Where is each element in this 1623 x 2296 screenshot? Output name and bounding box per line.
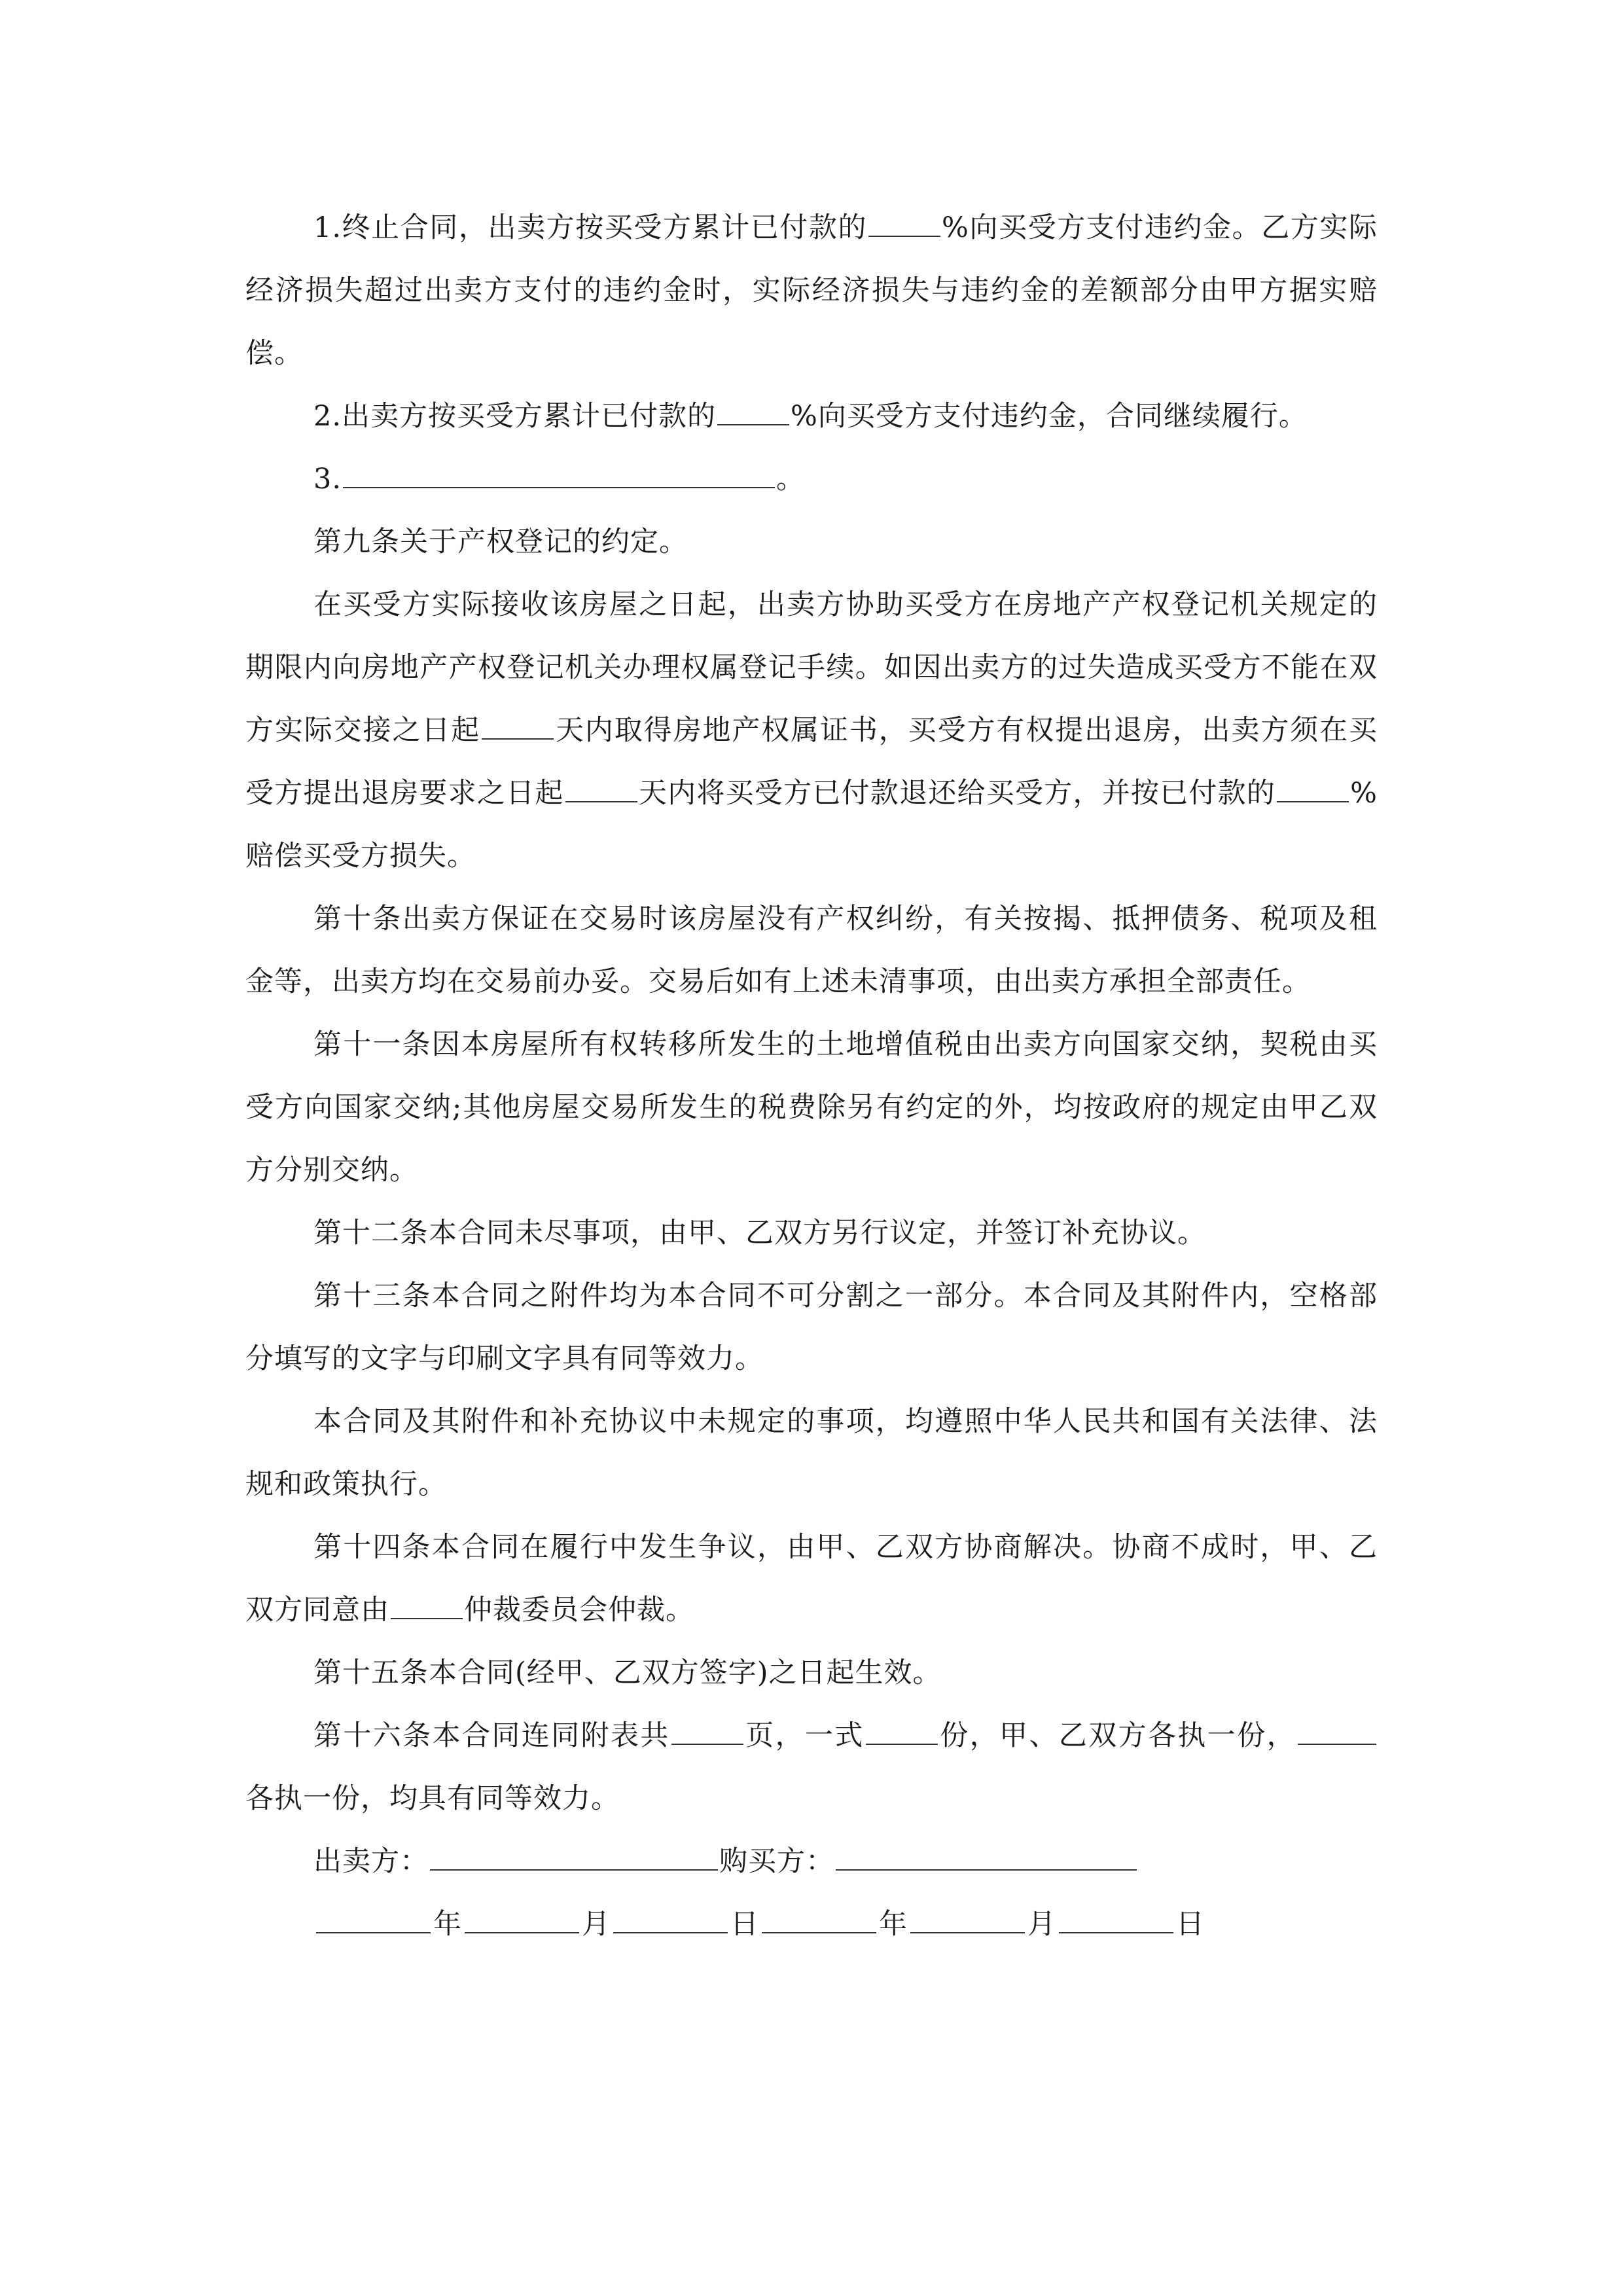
seller-label: 出卖方： xyxy=(313,1845,429,1878)
buyer-day-field[interactable] xyxy=(1059,1906,1173,1933)
clause-other xyxy=(245,448,1378,511)
month-label: 月 xyxy=(582,1908,611,1941)
article-13: 第十三条本合同之附件均为本合同不可分割之一部分。本合同及其附件内，空格部分填写的文字与印刷文字具有同等效力。 xyxy=(245,1280,1378,1375)
blank-field[interactable] xyxy=(1277,775,1349,802)
buyer-year-field[interactable] xyxy=(762,1906,876,1933)
year-label: 年 xyxy=(433,1908,462,1941)
clause-text: %向买受方支付违约金。乙方实际经济损失超过出卖方支付的违约金时，实际经济损失与违约金的差额部分由甲方据实赔偿。 xyxy=(245,211,1378,370)
article-12: 第十二条本合同未尽事项，由甲、乙双方另行议定，并签订补充协议。 xyxy=(313,1217,1206,1249)
clause-text: 在买受方实际接收该房屋之日起，出卖方协助买受方在房地产产权登记机关规定的期限内向房地产产权登记机关办理权属登记手续。如因出卖方的过失造成买受方不能在双方实际交接之日起 xyxy=(245,588,1378,747)
clause-text: 份，甲、乙双方各执一份， xyxy=(938,1719,1297,1752)
year-label: 年 xyxy=(879,1908,908,1941)
blank-field[interactable] xyxy=(391,1592,463,1619)
seller-day-field[interactable] xyxy=(613,1906,728,1933)
blank-field[interactable] xyxy=(866,1717,938,1745)
signature-row xyxy=(245,1830,1378,1893)
seller-month-field[interactable] xyxy=(465,1906,579,1933)
month-label: 月 xyxy=(1027,1908,1056,1941)
clause-text: 2.出卖方按买受方累计已付款的 xyxy=(313,400,717,433)
clause-text: 天内取得房地产权属证书，买受方有权提出退房，出卖方须在买受方提出退房要求之日起 xyxy=(245,714,1378,810)
clause-text: %向买受方支付违约金，合同继续履行。 xyxy=(791,400,1308,433)
seller-year-field[interactable] xyxy=(316,1906,431,1933)
clause-text: 1.终止合同，出卖方按买受方累计已付款的 xyxy=(313,211,868,244)
clause-text: %赔偿买受方损失。 xyxy=(245,777,1378,872)
date-row xyxy=(245,1893,1378,1956)
day-label: 日 xyxy=(730,1908,759,1941)
article-16 xyxy=(245,1704,1378,1830)
buyer-signature-field[interactable] xyxy=(836,1843,1137,1871)
seller-signature-field[interactable] xyxy=(430,1843,718,1871)
governing-law-clause: 本合同及其附件和补充协议中未规定的事项，均遵照中华人民共和国有关法律、法规和政策执行。 xyxy=(245,1405,1378,1501)
contract-body xyxy=(245,196,1378,1956)
clause-terminate-contract xyxy=(245,196,1378,385)
clause-text: 。 xyxy=(776,463,806,495)
blank-field[interactable] xyxy=(868,209,940,237)
blank-field[interactable] xyxy=(1298,1717,1376,1745)
article-15: 第十五条本合同(经甲、乙双方签字)之日起生效。 xyxy=(313,1657,942,1689)
clause-continue-contract xyxy=(245,385,1378,448)
blank-field[interactable] xyxy=(671,1717,743,1745)
blank-field[interactable] xyxy=(717,398,789,425)
article-11: 第十一条因本房屋所有权转移所发生的土地增值税由出卖方向国家交纳，契税由买受方向国家交纳;其他房屋交易所发生的税费除另有约定的外，均按政府的规定由甲乙双方分别交纳。 xyxy=(245,1028,1378,1187)
blank-field[interactable] xyxy=(482,712,554,740)
blank-field[interactable] xyxy=(565,775,637,802)
blank-field[interactable] xyxy=(343,461,775,488)
clause-text: 页，一式 xyxy=(744,1719,865,1752)
article-9-body xyxy=(245,573,1378,888)
article-14 xyxy=(245,1516,1378,1641)
clause-text: 天内将买受方已付款退还给买受方，并按已付款的 xyxy=(638,777,1276,810)
clause-text: 3. xyxy=(313,463,342,495)
clause-text: 第十六条本合同连同附表共 xyxy=(313,1719,670,1752)
day-label: 日 xyxy=(1176,1908,1205,1941)
buyer-month-field[interactable] xyxy=(910,1906,1025,1933)
clause-text: 第十四条本合同在履行中发生争议，由甲、乙双方协商解决。协商不成时，甲、乙双方同意由 xyxy=(245,1531,1378,1626)
buyer-label: 购买方： xyxy=(719,1845,834,1878)
clause-text: 仲裁委员会仲裁。 xyxy=(464,1594,694,1626)
clause-text: 各执一份，均具有同等效力。 xyxy=(245,1782,620,1815)
article-10: 第十条出卖方保证在交易时该房屋没有产权纠纷，有关按揭、抵押债务、税项及租金等，出卖方均在交易前办妥。交易后如有上述未清事项，由出卖方承担全部责任。 xyxy=(245,903,1378,998)
article-9-heading: 第九条关于产权登记的约定。 xyxy=(313,526,688,558)
